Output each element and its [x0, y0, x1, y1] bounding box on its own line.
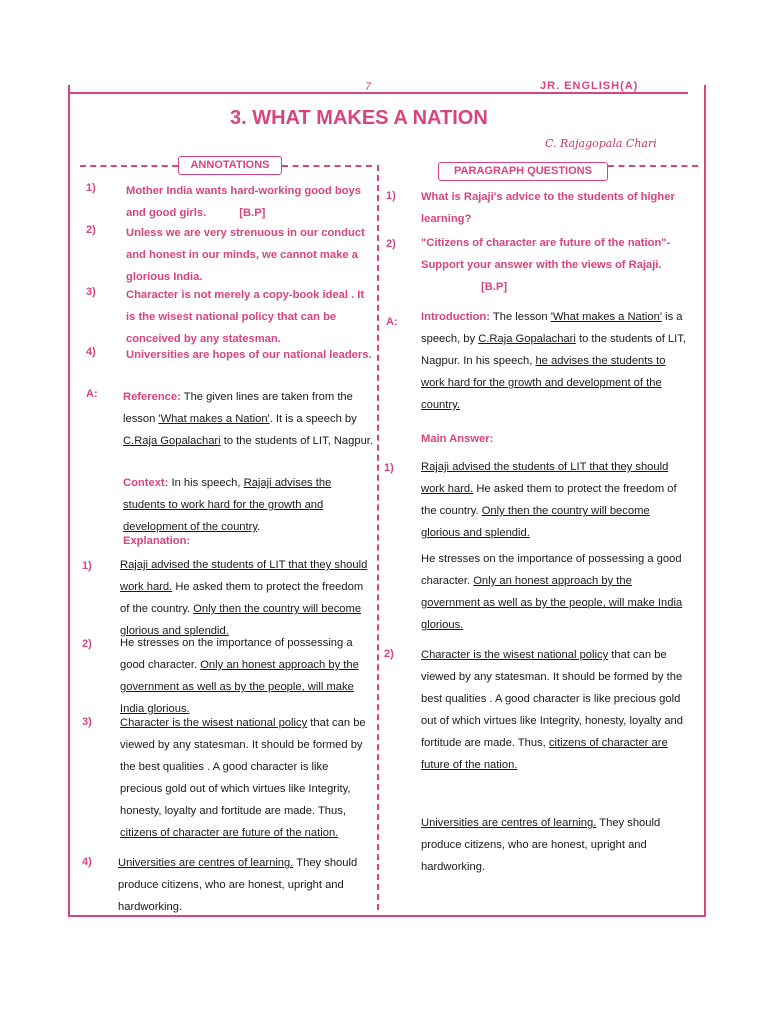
reference-text: The given lines are taken from the lesson: [123, 391, 353, 425]
point-number: 2): [82, 638, 92, 650]
explanation-label: Explanation:: [123, 535, 191, 547]
point-text: He asked them to protect the freedom of the country.: [421, 483, 677, 517]
frame-top-border: [68, 92, 688, 94]
lesson-name: 'What makes a Nation': [158, 413, 270, 425]
point-number: 3): [82, 716, 92, 728]
point-underlined: Only an honest approach by the government as well as by the people, will make India glorious.: [120, 659, 359, 715]
point-number: 2): [384, 648, 394, 660]
author-name: C.Raja Gopalachari: [478, 333, 576, 345]
point-underlined: Rajaji advised the students of LIT that they should work hard.: [120, 559, 368, 593]
point-underlined: Universities are centres of learning.: [421, 817, 597, 829]
context-text: .: [257, 521, 261, 533]
point-text: They should produce citizens, who are honest, upright and hardworking.: [118, 857, 358, 913]
column-divider: [377, 165, 379, 910]
paragraph-questions-heading: PARAGRAPH QUESTIONS: [438, 162, 608, 181]
reference-text: . It is a speech by: [269, 413, 357, 425]
point-underlined: Rajaji advised the students of LIT that they should work hard.: [421, 461, 669, 495]
point-text: They should produce citizens, who are honest, upright and hardworking.: [421, 817, 661, 873]
point-underlined: Character is the wisest national policy: [120, 717, 308, 729]
answer-label-right: A:: [386, 316, 398, 328]
point-text: He asked them to protect the freedom of the country.: [120, 581, 364, 615]
context-label: Context:: [123, 477, 169, 489]
point-number: 1): [82, 560, 92, 572]
introduction-paragraph: [421, 306, 689, 416]
answer-label-left: A:: [86, 388, 98, 400]
point-number: 4): [82, 856, 92, 868]
annotation-number: 1): [86, 182, 96, 194]
frame-right-border: [704, 85, 706, 917]
main-answer-label: Main Answer:: [421, 433, 494, 445]
lesson-name: 'What makes a Nation': [550, 311, 662, 323]
point-text: He stresses on the importance of possessing a good character.: [120, 637, 353, 671]
annotation-item: [126, 180, 374, 224]
main-point-continued: [421, 548, 689, 636]
annotation-tag: [B.P]: [239, 207, 266, 219]
question-text: What is Rajaji's advice to the students of higher learning?: [421, 191, 675, 225]
main-point: [421, 644, 689, 776]
heading-rule-middle: [282, 165, 372, 167]
annotation-item: Unless we are very strenuous in our conduct and honest in our minds, we cannot make a glorious India.: [126, 227, 365, 283]
point-underlined: citizens of character are future of the nation.: [120, 827, 339, 839]
point-text: that can be viewed by any statesman. It should be formed by the best qualities . A good character is like precious gold out of which virtues like Integrity, honesty, loyalty and fortitude are made. Thus,: [120, 717, 366, 817]
intro-text: is a speech, by: [421, 311, 683, 345]
page-number: 7: [365, 81, 372, 93]
point-underlined: Character is the wisest national policy: [421, 649, 609, 661]
heading-rule-right: [608, 165, 698, 167]
main-point: [421, 456, 689, 544]
point-text: He stresses on the importance of possessing a good character.: [421, 553, 682, 587]
question-tag: [B.P]: [481, 281, 508, 293]
point-underlined: Universities are centres of learning.: [118, 857, 294, 869]
explanation-point: [120, 554, 370, 642]
chapter-title: 3. WHAT MAKES A NATION: [230, 107, 488, 129]
context-text: In his speech,: [168, 477, 244, 489]
intro-text: to the students of LIT, Nagpur. In his speech,: [421, 333, 686, 367]
explanation-point: [118, 852, 370, 918]
annotation-number: 3): [86, 286, 96, 298]
question-text: [421, 232, 689, 298]
reference-label: Reference:: [123, 391, 181, 403]
main-point-continued: [421, 812, 689, 878]
point-underlined: Only then the country will become glorious and splendid.: [421, 505, 650, 539]
running-title: JR. ENGLISH(A): [540, 80, 639, 92]
author: C. Rajagopala Chari: [545, 137, 657, 150]
frame-left-border: [68, 85, 70, 917]
reference-text: to the students of LIT, Nagpur.: [220, 435, 374, 447]
point-underlined: Only an honest approach by the government as well as by the people, will make India glorious.: [421, 575, 683, 631]
point-underlined: citizens of character are future of the nation.: [421, 737, 668, 771]
author-name: C.Raja Gopalachari: [123, 435, 221, 447]
explanation-point: [120, 712, 370, 844]
point-number: 1): [384, 462, 394, 474]
annotations-heading: ANNOTATIONS: [178, 156, 282, 175]
point-underlined: Only then the country will become glorious and splendid.: [120, 603, 362, 637]
annotation-item: Universities are hopes of our national leaders.: [126, 349, 372, 361]
point-text: that can be viewed by any statesman. It should be formed by the best qualities . A good character is like precious gold out of which virtues like Integrity, honesty, loyalty and fortitude are made. Thus,: [421, 649, 683, 749]
heading-rule-left: [80, 165, 178, 167]
intro-underlined: he advises the students to work hard for the growth and development of the country.: [421, 355, 666, 411]
reference-paragraph: [123, 386, 373, 452]
question-number: 1): [386, 190, 396, 202]
annotation-item: Character is not merely a copy-book ideal . It is the wisest national policy that can be conceived by any statesman.: [126, 289, 365, 345]
annotation-number: 4): [86, 346, 96, 358]
context-underlined: Rajaji advises the students to work hard for the growth and development of the country: [123, 477, 332, 533]
introduction-label: Introduction:: [421, 311, 490, 323]
context-paragraph: [123, 472, 373, 538]
explanation-point: [120, 632, 370, 720]
annotation-text: Mother India wants hard-working good boys and good girls.: [126, 185, 361, 219]
annotation-number: 2): [86, 224, 96, 236]
question-body: "Citizens of character are future of the nation"- Support your answer with the views of Rajaji.: [421, 237, 671, 271]
question-number: 2): [386, 238, 396, 250]
intro-text: The lesson: [489, 311, 551, 323]
